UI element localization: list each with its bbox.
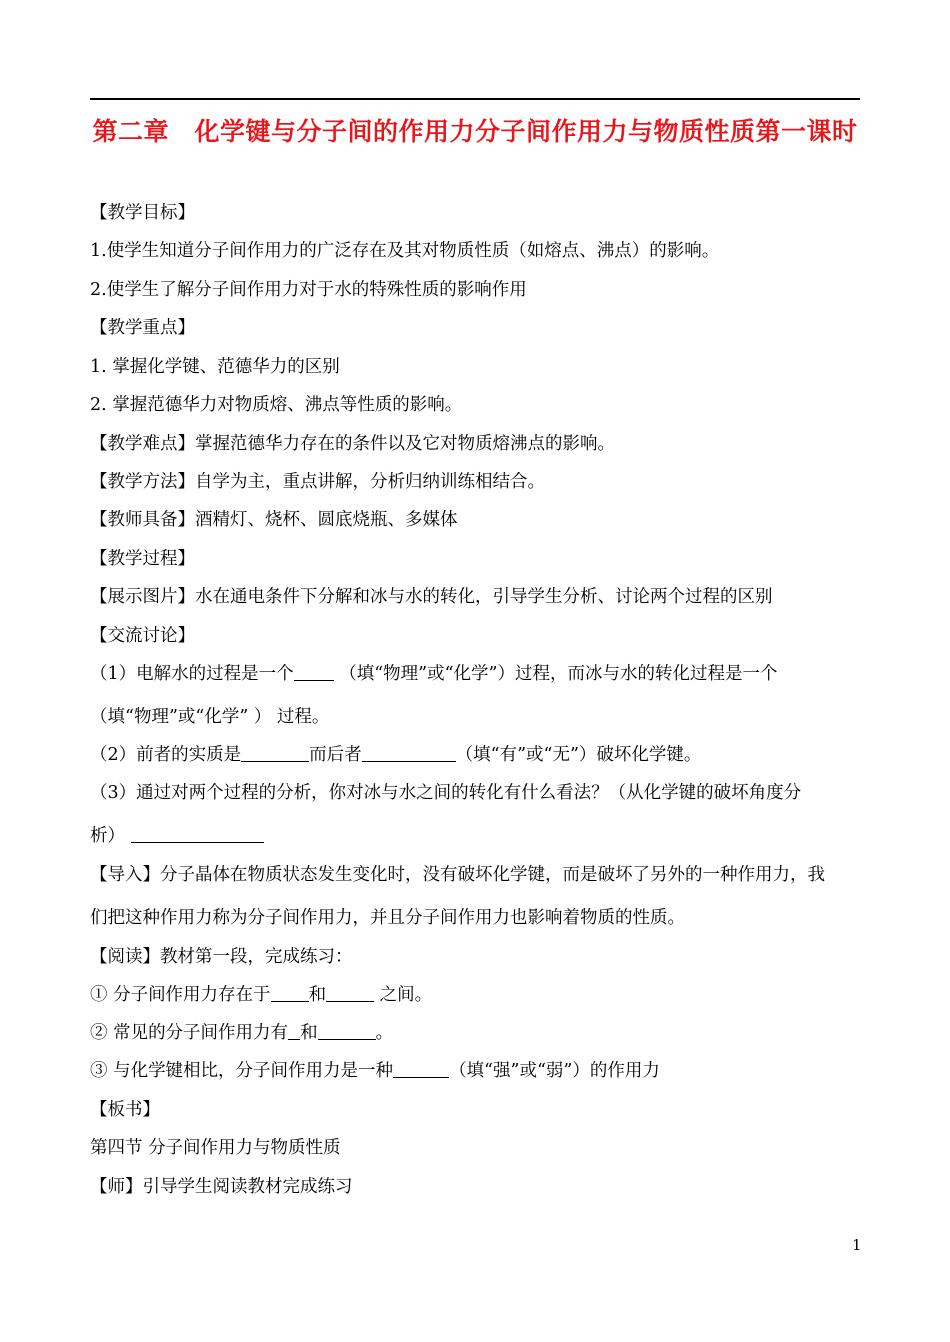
reading-line: 【阅读】教材第一段，完成练习： [90, 947, 353, 967]
answer-blank[interactable] [318, 1022, 376, 1041]
equipment-line: 【教师具备】酒精灯、烧杯、圆底烧瓶、多媒体 [90, 510, 458, 530]
answer-blank[interactable] [294, 663, 334, 682]
question-2-line [90, 736, 865, 774]
keypoints-heading: 【教学重点】 [90, 318, 195, 338]
exercise-1-text-c: 之间。 [374, 985, 433, 1005]
intro-line-2: 们把这种作用力称为分子间作用力，并且分子间作用力也影响着物质的性质。 [90, 908, 685, 928]
section-title: 第四节 分子间作用力与物质性质 [90, 1138, 341, 1158]
method-line: 【教学方法】自学为主，重点讲解，分析归纳训练相结合。 [90, 472, 545, 492]
intro-line-1: 【导入】分子晶体在物质状态发生变化时，没有破坏化学键，而是破坏了另外的一种作用力，我 [90, 865, 825, 885]
question-1-text-b: （填“物理”或“化学”）过程，而冰与水的转化过程是一个 [333, 664, 778, 684]
page-number: 1 [852, 1236, 862, 1254]
difficulty-line: 【教学难点】掌握范德华力存在的条件以及它对物质熔沸点的影响。 [90, 434, 615, 454]
exercise-3-text-b: （填“强”或“弱”）的作用力 [449, 1061, 660, 1081]
page-title: 第二章 化学键与分子间的作用力分子间作用力与物质性质第一课时 [92, 117, 858, 146]
keypoint-1: 1. 掌握化学键、范德华力的区别 [90, 357, 340, 377]
question-1-line-1 [90, 655, 865, 693]
exercise-1-text-b: 和 [308, 985, 327, 1005]
exercise-2-text-c: 。 [375, 1023, 394, 1043]
question-3-line-2 [90, 817, 865, 855]
answer-blank[interactable] [393, 1060, 449, 1079]
answer-blank[interactable] [326, 984, 374, 1003]
discussion-heading: 【交流讨论】 [90, 626, 195, 646]
header-rule [90, 98, 860, 100]
question-1-text-c: （填“物理”或“化学” ） 过程。 [90, 707, 330, 727]
answer-blank[interactable] [131, 825, 264, 844]
question-2-text-b: 而后者 [309, 745, 362, 765]
exercise-2-text-b: 和 [300, 1023, 318, 1043]
answer-blank[interactable] [362, 744, 456, 763]
answer-blank[interactable] [271, 984, 309, 1003]
question-2-text-a: （2）前者的实质是 [90, 745, 242, 765]
question-3-text-b: 析） [90, 826, 125, 846]
question-3-text-a: （3）通过对两个过程的分析，你对冰与水之间的转化有什么看法？（从化学键的破坏角度分 [90, 783, 802, 803]
exercise-3 [90, 1052, 865, 1090]
objectives-heading: 【教学目标】 [90, 203, 195, 223]
exercise-3-text-a: ③ 与化学键相比，分子间作用力是一种 [90, 1061, 394, 1081]
exercise-1 [90, 976, 865, 1014]
exercise-2 [90, 1014, 865, 1052]
question-3-line-1 [90, 774, 865, 812]
board-heading: 【板书】 [90, 1100, 160, 1120]
teacher-line: 【师】引导学生阅读教材完成练习 [90, 1177, 353, 1197]
question-1-text-a: （1）电解水的过程是一个 [90, 664, 294, 684]
exercise-1-text-a: ① 分子间作用力存在于 [90, 985, 271, 1005]
objective-1: 1.使学生知道分子间作用力的广泛存在及其对物质性质（如熔点、沸点）的影响。 [90, 241, 720, 261]
objective-2: 2.使学生了解分子间作用力对于水的特殊性质的影响作用 [90, 280, 527, 300]
process-heading: 【教学过程】 [90, 549, 195, 569]
question-1-line-2 [90, 698, 865, 736]
keypoint-2: 2. 掌握范德华力对物质熔、沸点等性质的影响。 [90, 395, 463, 415]
question-2-text-c: （填“有”或“无”）破坏化学键。 [455, 745, 702, 765]
answer-blank[interactable] [288, 1022, 300, 1041]
answer-blank[interactable] [241, 744, 309, 763]
exercise-2-text-a: ② 常见的分子间作用力有 [90, 1023, 289, 1043]
show-picture-line: 【展示图片】水在通电条件下分解和冰与水的转化，引导学生分析、讨论两个过程的区别 [90, 587, 773, 607]
